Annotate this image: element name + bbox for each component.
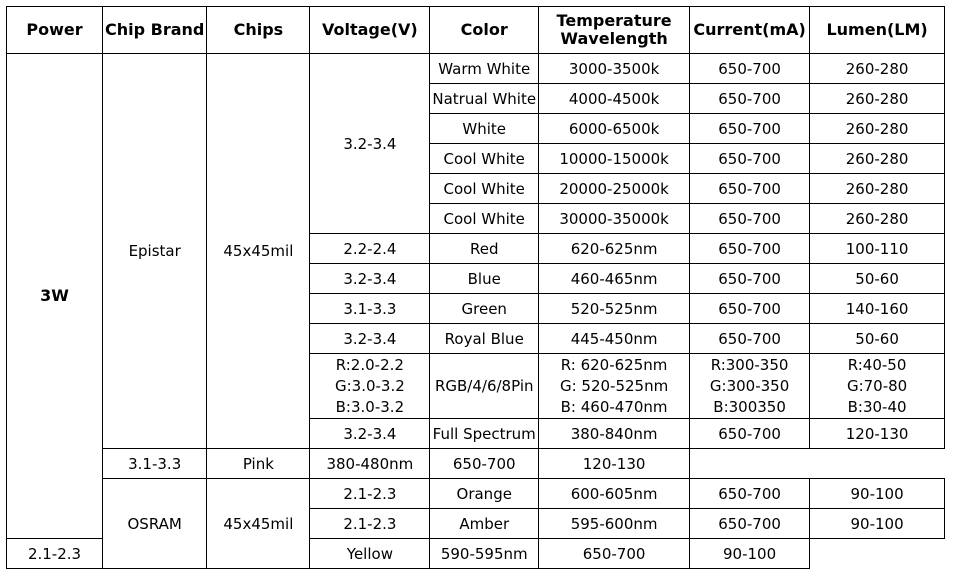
color-cell: Natrual White <box>430 84 539 114</box>
temperature-cell: 380-840nm <box>539 419 690 449</box>
color-cell: White <box>430 114 539 144</box>
color-cell: Red <box>430 234 539 264</box>
lumen-cell: 50-60 <box>810 324 945 354</box>
current-cell: 650-700 <box>539 539 690 569</box>
header-chips: Chips <box>207 7 310 54</box>
voltage-cell: 3.2-3.4 <box>310 264 430 294</box>
voltage-cell: 2.1-2.3 <box>7 539 103 569</box>
color-cell: Royal Blue <box>430 324 539 354</box>
color-cell: Amber <box>430 509 539 539</box>
voltage-cell: 3.2-3.4 <box>310 324 430 354</box>
temperature-cell: 600-605nm <box>539 479 690 509</box>
temperature-cell: 590-595nm <box>430 539 539 569</box>
chip-brand-cell: Epistar <box>103 54 207 449</box>
led-spec-table <box>6 6 945 569</box>
temperature-cell: 380-480nm <box>310 449 430 479</box>
temperature-cell: 3000-3500k <box>539 54 690 84</box>
header-temperature-wavelength <box>539 7 690 54</box>
lumen-cell: 90-100 <box>690 539 810 569</box>
temperature-cell: 30000-35000k <box>539 204 690 234</box>
color-cell: Pink <box>207 449 310 479</box>
temp-r: R: 620-625nm <box>560 355 668 374</box>
table-row <box>7 449 945 479</box>
current-cell: 650-700 <box>690 264 810 294</box>
lumen-cell: 90-100 <box>810 479 945 509</box>
voltage-cell: 3.1-3.3 <box>310 294 430 324</box>
temperature-cell: 445-450nm <box>539 324 690 354</box>
color-cell: Full Spectrum <box>430 419 539 449</box>
voltage-cell: 3.2-3.4 <box>310 54 430 234</box>
current-g: G:300-350 <box>709 376 790 395</box>
header-temperature-line1: Temperature <box>556 11 672 30</box>
header-row <box>7 7 945 54</box>
voltage-cell: 3.2-3.4 <box>310 419 430 449</box>
voltage-cell: 2.1-2.3 <box>310 479 430 509</box>
color-cell: Yellow <box>310 539 430 569</box>
table-row <box>7 479 945 509</box>
lumen-cell: 260-280 <box>810 174 945 204</box>
temperature-cell <box>539 354 690 419</box>
current-r: R:300-350 <box>710 355 789 374</box>
temperature-cell: 460-465nm <box>539 264 690 294</box>
color-cell: Cool White <box>430 174 539 204</box>
chips-cell: 45x45mil <box>207 54 310 449</box>
voltage-b: B:3.0-3.2 <box>335 397 405 416</box>
current-cell: 650-700 <box>690 419 810 449</box>
temperature-cell: 595-600nm <box>539 509 690 539</box>
current-cell: 650-700 <box>690 54 810 84</box>
current-cell: 650-700 <box>690 324 810 354</box>
current-cell: 650-700 <box>690 174 810 204</box>
lumen-cell: 90-100 <box>810 509 945 539</box>
current-cell: 650-700 <box>430 449 539 479</box>
voltage-g: G:3.0-3.2 <box>334 376 405 395</box>
current-cell: 650-700 <box>690 144 810 174</box>
voltage-r: R:2.0-2.2 <box>335 355 404 374</box>
lumen-cell: 260-280 <box>810 114 945 144</box>
lumen-cell <box>810 354 945 419</box>
chips-cell: 45x45mil <box>207 479 310 569</box>
current-cell: 650-700 <box>690 114 810 144</box>
header-color: Color <box>430 7 539 54</box>
voltage-cell <box>310 354 430 419</box>
lumen-cell: 260-280 <box>810 144 945 174</box>
voltage-cell: 2.1-2.3 <box>310 509 430 539</box>
color-cell: Cool White <box>430 144 539 174</box>
current-cell: 650-700 <box>690 204 810 234</box>
header-current: Current(mA) <box>690 7 810 54</box>
lumen-r: R:40-50 <box>847 355 907 374</box>
current-cell: 650-700 <box>690 234 810 264</box>
header-chip-brand: Chip Brand <box>103 7 207 54</box>
current-b: B:300350 <box>713 397 786 416</box>
temperature-cell: 6000-6500k <box>539 114 690 144</box>
voltage-cell: 2.2-2.4 <box>310 234 430 264</box>
lumen-cell: 260-280 <box>810 54 945 84</box>
color-cell: Green <box>430 294 539 324</box>
current-cell: 650-700 <box>690 479 810 509</box>
header-lumen: Lumen(LM) <box>810 7 945 54</box>
lumen-cell: 260-280 <box>810 204 945 234</box>
lumen-g: G:70-80 <box>846 376 908 395</box>
table-row <box>7 54 945 84</box>
temperature-cell: 620-625nm <box>539 234 690 264</box>
current-cell: 650-700 <box>690 84 810 114</box>
lumen-cell: 120-130 <box>810 419 945 449</box>
header-power: Power <box>7 7 103 54</box>
current-cell <box>690 354 810 419</box>
header-voltage: Voltage(V) <box>310 7 430 54</box>
lumen-cell: 120-130 <box>539 449 690 479</box>
color-cell: Warm White <box>430 54 539 84</box>
temp-b: B: 460-470nm <box>560 397 668 416</box>
lumen-cell: 50-60 <box>810 264 945 294</box>
temp-g: G: 520-525nm <box>559 376 669 395</box>
temperature-cell: 20000-25000k <box>539 174 690 204</box>
temperature-cell: 4000-4500k <box>539 84 690 114</box>
current-cell: 650-700 <box>690 294 810 324</box>
color-cell: RGB/4/6/8Pin <box>430 354 539 419</box>
color-cell: Blue <box>430 264 539 294</box>
color-cell: Cool White <box>430 204 539 234</box>
temperature-cell: 520-525nm <box>539 294 690 324</box>
current-cell: 650-700 <box>690 509 810 539</box>
chip-brand-cell: OSRAM <box>103 479 207 569</box>
power-cell: 3W <box>7 54 103 539</box>
header-temperature-line2: Wavelength <box>560 29 668 48</box>
lumen-cell: 140-160 <box>810 294 945 324</box>
lumen-b: B:30-40 <box>847 397 907 416</box>
lumen-cell: 100-110 <box>810 234 945 264</box>
color-cell: Orange <box>430 479 539 509</box>
lumen-cell: 260-280 <box>810 84 945 114</box>
temperature-cell: 10000-15000k <box>539 144 690 174</box>
voltage-cell: 3.1-3.3 <box>103 449 207 479</box>
